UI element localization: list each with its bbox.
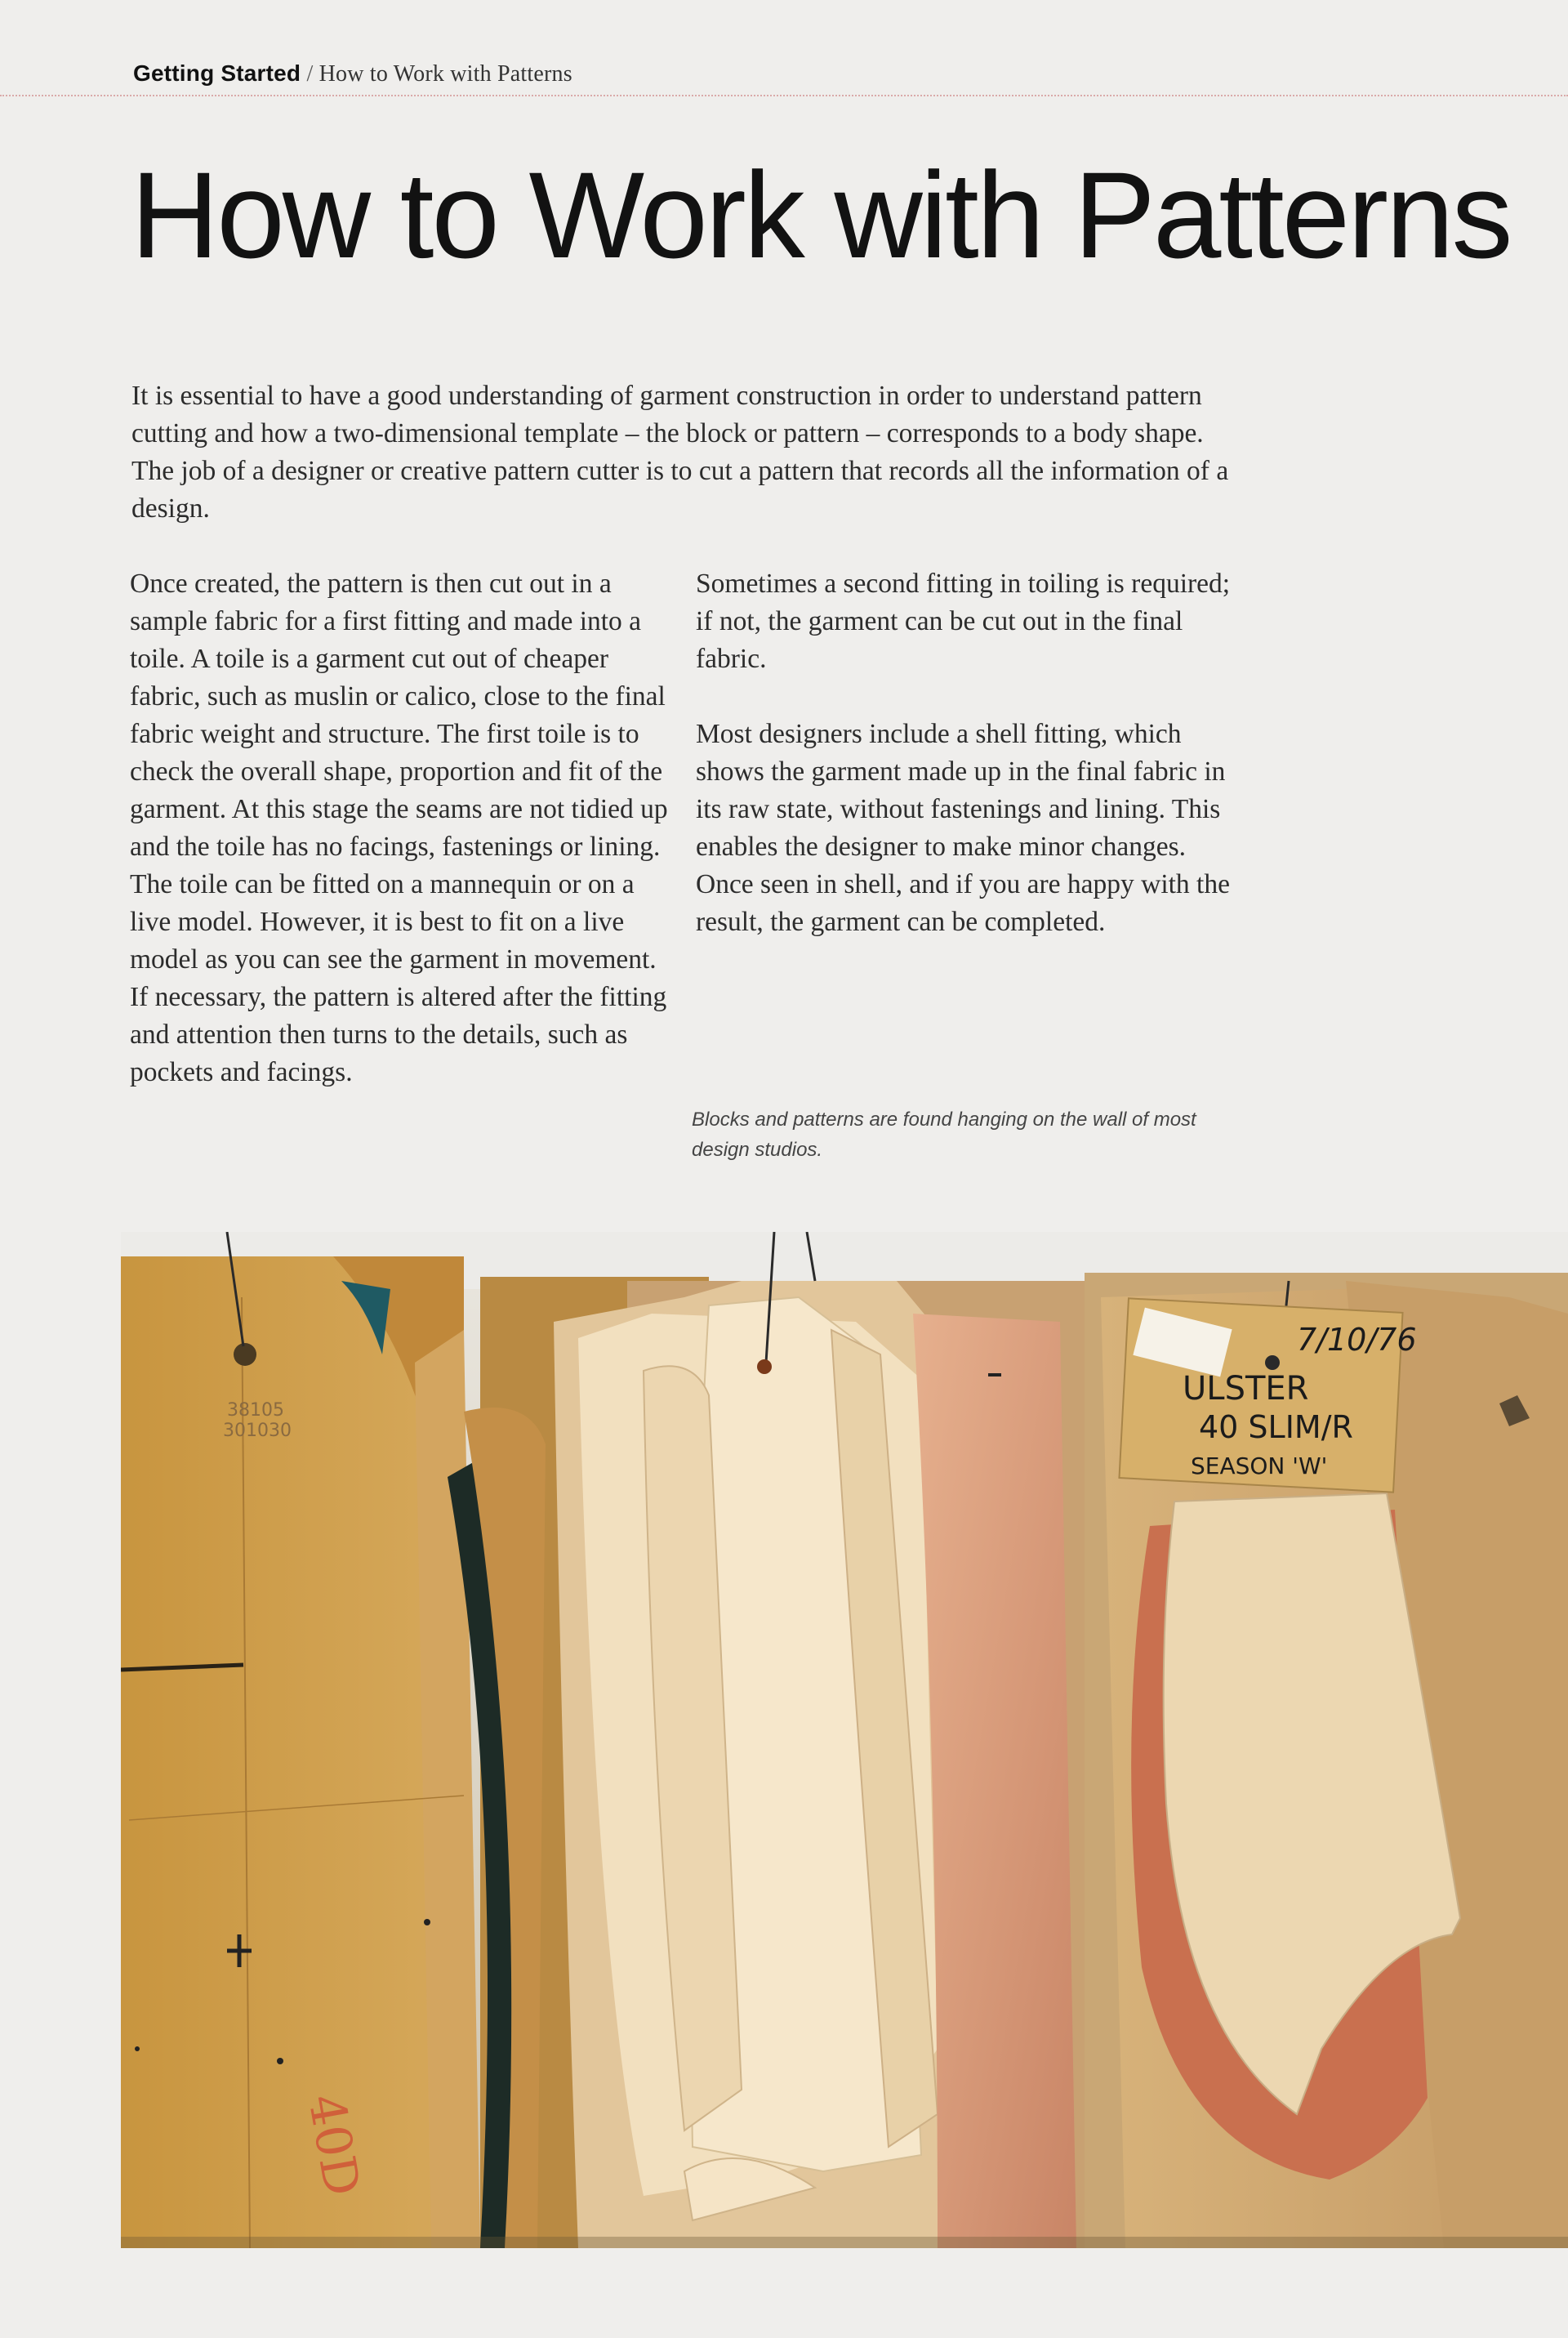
breadcrumb-section: Getting Started <box>133 60 301 86</box>
body-column-right <box>696 565 1235 941</box>
tag-season: SEASON 'W' <box>1191 1452 1328 1479</box>
header-divider <box>0 95 1568 96</box>
photo-caption: Blocks and patterns are found hanging on the wall of most design studios. <box>692 1109 1196 1161</box>
pattern-wall-illustration <box>121 1232 1568 2248</box>
body-paragraph-right-2: Most designers include a shell fitting, which shows the garment made up in the final fabric in its raw state, without fastenings and lining. This enables the designer to make minor changes. Once seen in shell, and if you are happy with the result, the garment can be completed. <box>696 719 1230 937</box>
body-column-left <box>130 565 669 1091</box>
svg-text:38105: 38105 <box>227 1400 284 1421</box>
svg-text:301030: 301030 <box>223 1421 292 1441</box>
scribble-label: 40D <box>296 2090 371 2201</box>
breadcrumb-separator: / <box>306 61 314 87</box>
page-title: How to Work with Patterns <box>131 146 1511 283</box>
pattern-wall-photo <box>121 1232 1568 2248</box>
tag-size: 40 SLIM/R <box>1199 1409 1353 1445</box>
breadcrumb-topic: How to Work with Patterns <box>318 61 572 87</box>
tag-style: ULSTER <box>1183 1370 1309 1408</box>
tag-date: 7/10/76 <box>1297 1322 1417 1358</box>
intro-paragraph: It is essential to have a good understanding of garment construction in order to understand pattern cutting and how a two-dimensional template – the block or pattern – corresponds to a body shape. The job of a designer or creative pattern cutter is to cut a pattern that records all the information of a design. <box>131 381 1229 524</box>
pattern-tag <box>1119 1298 1416 1492</box>
breadcrumb <box>133 60 572 87</box>
body-paragraph-right-1: Sometimes a second fitting in toiling is required; if not, the garment can be cut out in the final fabric. <box>696 569 1231 674</box>
body-paragraph-left: Once created, the pattern is then cut out in a sample fabric for a first fitting and made into a toile. A toile is a garment cut out of cheaper fabric, such as muslin or calico, close to the final fabric weight and structure. The first toile is to check the overall shape, proportion and fit of the garment. At this stage the seams are not tidied up and the toile has no facings, fastenings or lining. The toile can be fitted on a mannequin or on a live model. However, it is best to fit on a live model as you can see the garment in movement. If necessary, the pattern is altered after the fitting and attention then turns to the details, such as pockets and facings. <box>130 569 668 1087</box>
